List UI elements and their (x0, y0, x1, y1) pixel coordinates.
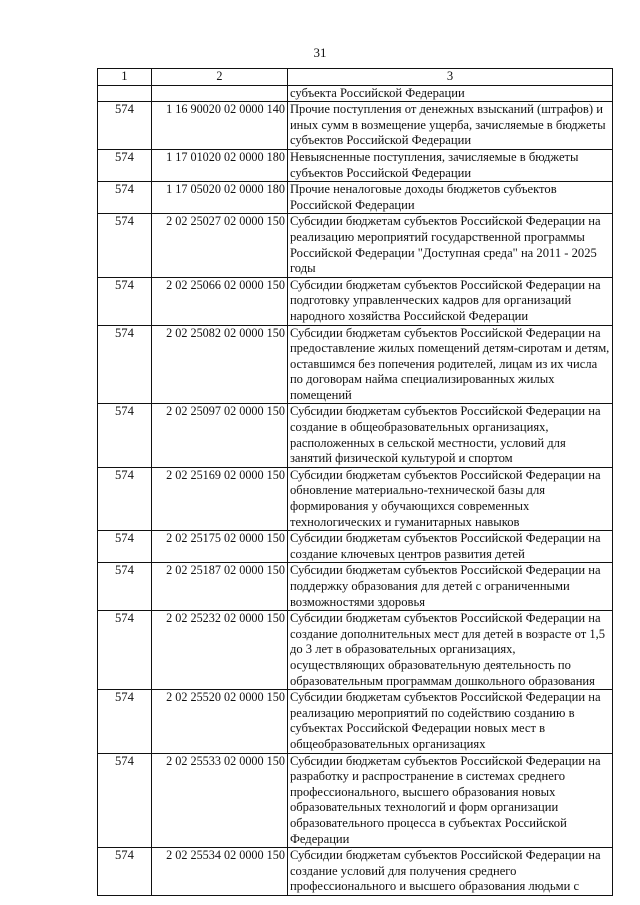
revenue-description-cell: Субсидии бюджетам субъектов Российской Федерации на создание условий для получения среднего профессионального и высшего образования людьми с (287, 848, 612, 896)
budget-classification-code-cell: 2 02 25169 02 0000 150 (151, 467, 287, 530)
budget-classification-code-cell: 1 16 90020 02 0000 140 (151, 102, 287, 150)
revenue-description-cell: Субсидии бюджетам субъектов Российской Федерации на создание в общеобразовательных организациях, расположенных в сельской местности, условий для занятий физической культурой и спортом (287, 404, 612, 467)
ministry-code-cell: 574 (98, 531, 152, 563)
table-row (98, 277, 613, 325)
budget-classification-code-cell: 2 02 25082 02 0000 150 (151, 325, 287, 404)
budget-classification-code-cell: 2 02 25187 02 0000 150 (151, 563, 287, 611)
ministry-code-cell: 574 (98, 690, 152, 753)
budget-classification-code-cell: 2 02 25175 02 0000 150 (151, 531, 287, 563)
table-body (98, 85, 613, 895)
ministry-code-cell: 574 (98, 753, 152, 848)
ministry-code-cell: 574 (98, 149, 152, 181)
budget-classification-code-cell: 2 02 25534 02 0000 150 (151, 848, 287, 896)
revenue-description-cell: Субсидии бюджетам субъектов Российской Федерации на реализацию мероприятий государственной программы Российской Федерации "Доступная среда" на 2011 - 2025 годы (287, 214, 612, 277)
ministry-code-cell: 574 (98, 214, 152, 277)
header-col-1: 1 (98, 69, 152, 86)
revenue-description-cell: Субсидии бюджетам субъектов Российской Федерации на предоставление жилых помещений детям-сиротам и детям, оставшимся без попечения родителей, лицам из их числа по договорам найма специализированных жилых помещений (287, 325, 612, 404)
ministry-code-cell (98, 85, 152, 102)
ministry-code-cell: 574 (98, 182, 152, 214)
table-header-row (98, 69, 613, 86)
revenue-description-cell: Субсидии бюджетам субъектов Российской Федерации на реализацию мероприятий по содействию созданию в субъектах Российской Федерации новых мест в общеобразовательных организациях (287, 690, 612, 753)
table-row (98, 563, 613, 611)
table-row (98, 690, 613, 753)
ministry-code-cell: 574 (98, 611, 152, 690)
table-row (98, 214, 613, 277)
revenue-description-cell: Субсидии бюджетам субъектов Российской Федерации на подготовку управленческих кадров для организаций народного хозяйства Российской Федерации (287, 277, 612, 325)
table-row (98, 149, 613, 181)
table-row (98, 182, 613, 214)
table-row (98, 848, 613, 896)
table-row (98, 531, 613, 563)
revenue-description-cell: Невыясненные поступления, зачисляемые в бюджеты субъектов Российской Федерации (287, 149, 612, 181)
budget-classification-code-cell: 1 17 01020 02 0000 180 (151, 149, 287, 181)
page-number: 31 (313, 45, 327, 60)
revenue-description-cell: Субсидии бюджетам субъектов Российской Федерации на создание дополнительных мест для детей в возрасте от 1,5 до 3 лет в образовательных организациях, осуществляющих образовательную деятельность по образовательным программам дошкольного образования (287, 611, 612, 690)
budget-classification-code-cell: 1 17 05020 02 0000 180 (151, 182, 287, 214)
ministry-code-cell: 574 (98, 563, 152, 611)
ministry-code-cell: 574 (98, 102, 152, 150)
budget-classification-code-cell: 2 02 25097 02 0000 150 (151, 404, 287, 467)
ministry-code-cell: 574 (98, 848, 152, 896)
revenue-codes-table (97, 68, 613, 896)
budget-classification-code-cell (151, 85, 287, 102)
table-row (98, 611, 613, 690)
revenue-description-cell: Субсидии бюджетам субъектов Российской Федерации на обновление материально-технической базы для формирования у обучающихся современных технологических и гуманитарных навыков (287, 467, 612, 530)
table-row (98, 85, 613, 102)
revenue-description-cell: Субсидии бюджетам субъектов Российской Федерации на разработку и распространение в системах среднего профессионального, высшего образования новых образовательных технологий и форм организации образовательного процесса в субъектах Российской Федерации (287, 753, 612, 848)
table-row (98, 404, 613, 467)
table-row (98, 467, 613, 530)
budget-classification-code-cell: 2 02 25027 02 0000 150 (151, 214, 287, 277)
header-col-3: 3 (287, 69, 612, 86)
budget-classification-code-cell: 2 02 25066 02 0000 150 (151, 277, 287, 325)
budget-classification-code-cell: 2 02 25533 02 0000 150 (151, 753, 287, 848)
revenue-description-cell: субъекта Российской Федерации (287, 85, 612, 102)
table-row (98, 325, 613, 404)
revenue-description-cell: Субсидии бюджетам субъектов Российской Федерации на поддержку образования для детей с ограниченными возможностями здоровья (287, 563, 612, 611)
budget-classification-code-cell: 2 02 25232 02 0000 150 (151, 611, 287, 690)
ministry-code-cell: 574 (98, 277, 152, 325)
revenue-description-cell: Субсидии бюджетам субъектов Российской Федерации на создание ключевых центров развития детей (287, 531, 612, 563)
revenue-description-cell: Прочие неналоговые доходы бюджетов субъектов Российской Федерации (287, 182, 612, 214)
ministry-code-cell: 574 (98, 467, 152, 530)
ministry-code-cell: 574 (98, 404, 152, 467)
header-col-2: 2 (151, 69, 287, 86)
table-row (98, 753, 613, 848)
budget-classification-code-cell: 2 02 25520 02 0000 150 (151, 690, 287, 753)
revenue-description-cell: Прочие поступления от денежных взысканий (штрафов) и иных сумм в возмещение ущерба, зачисляемые в бюджеты субъектов Российской Федерации (287, 102, 612, 150)
ministry-code-cell: 574 (98, 325, 152, 404)
table-row (98, 102, 613, 150)
